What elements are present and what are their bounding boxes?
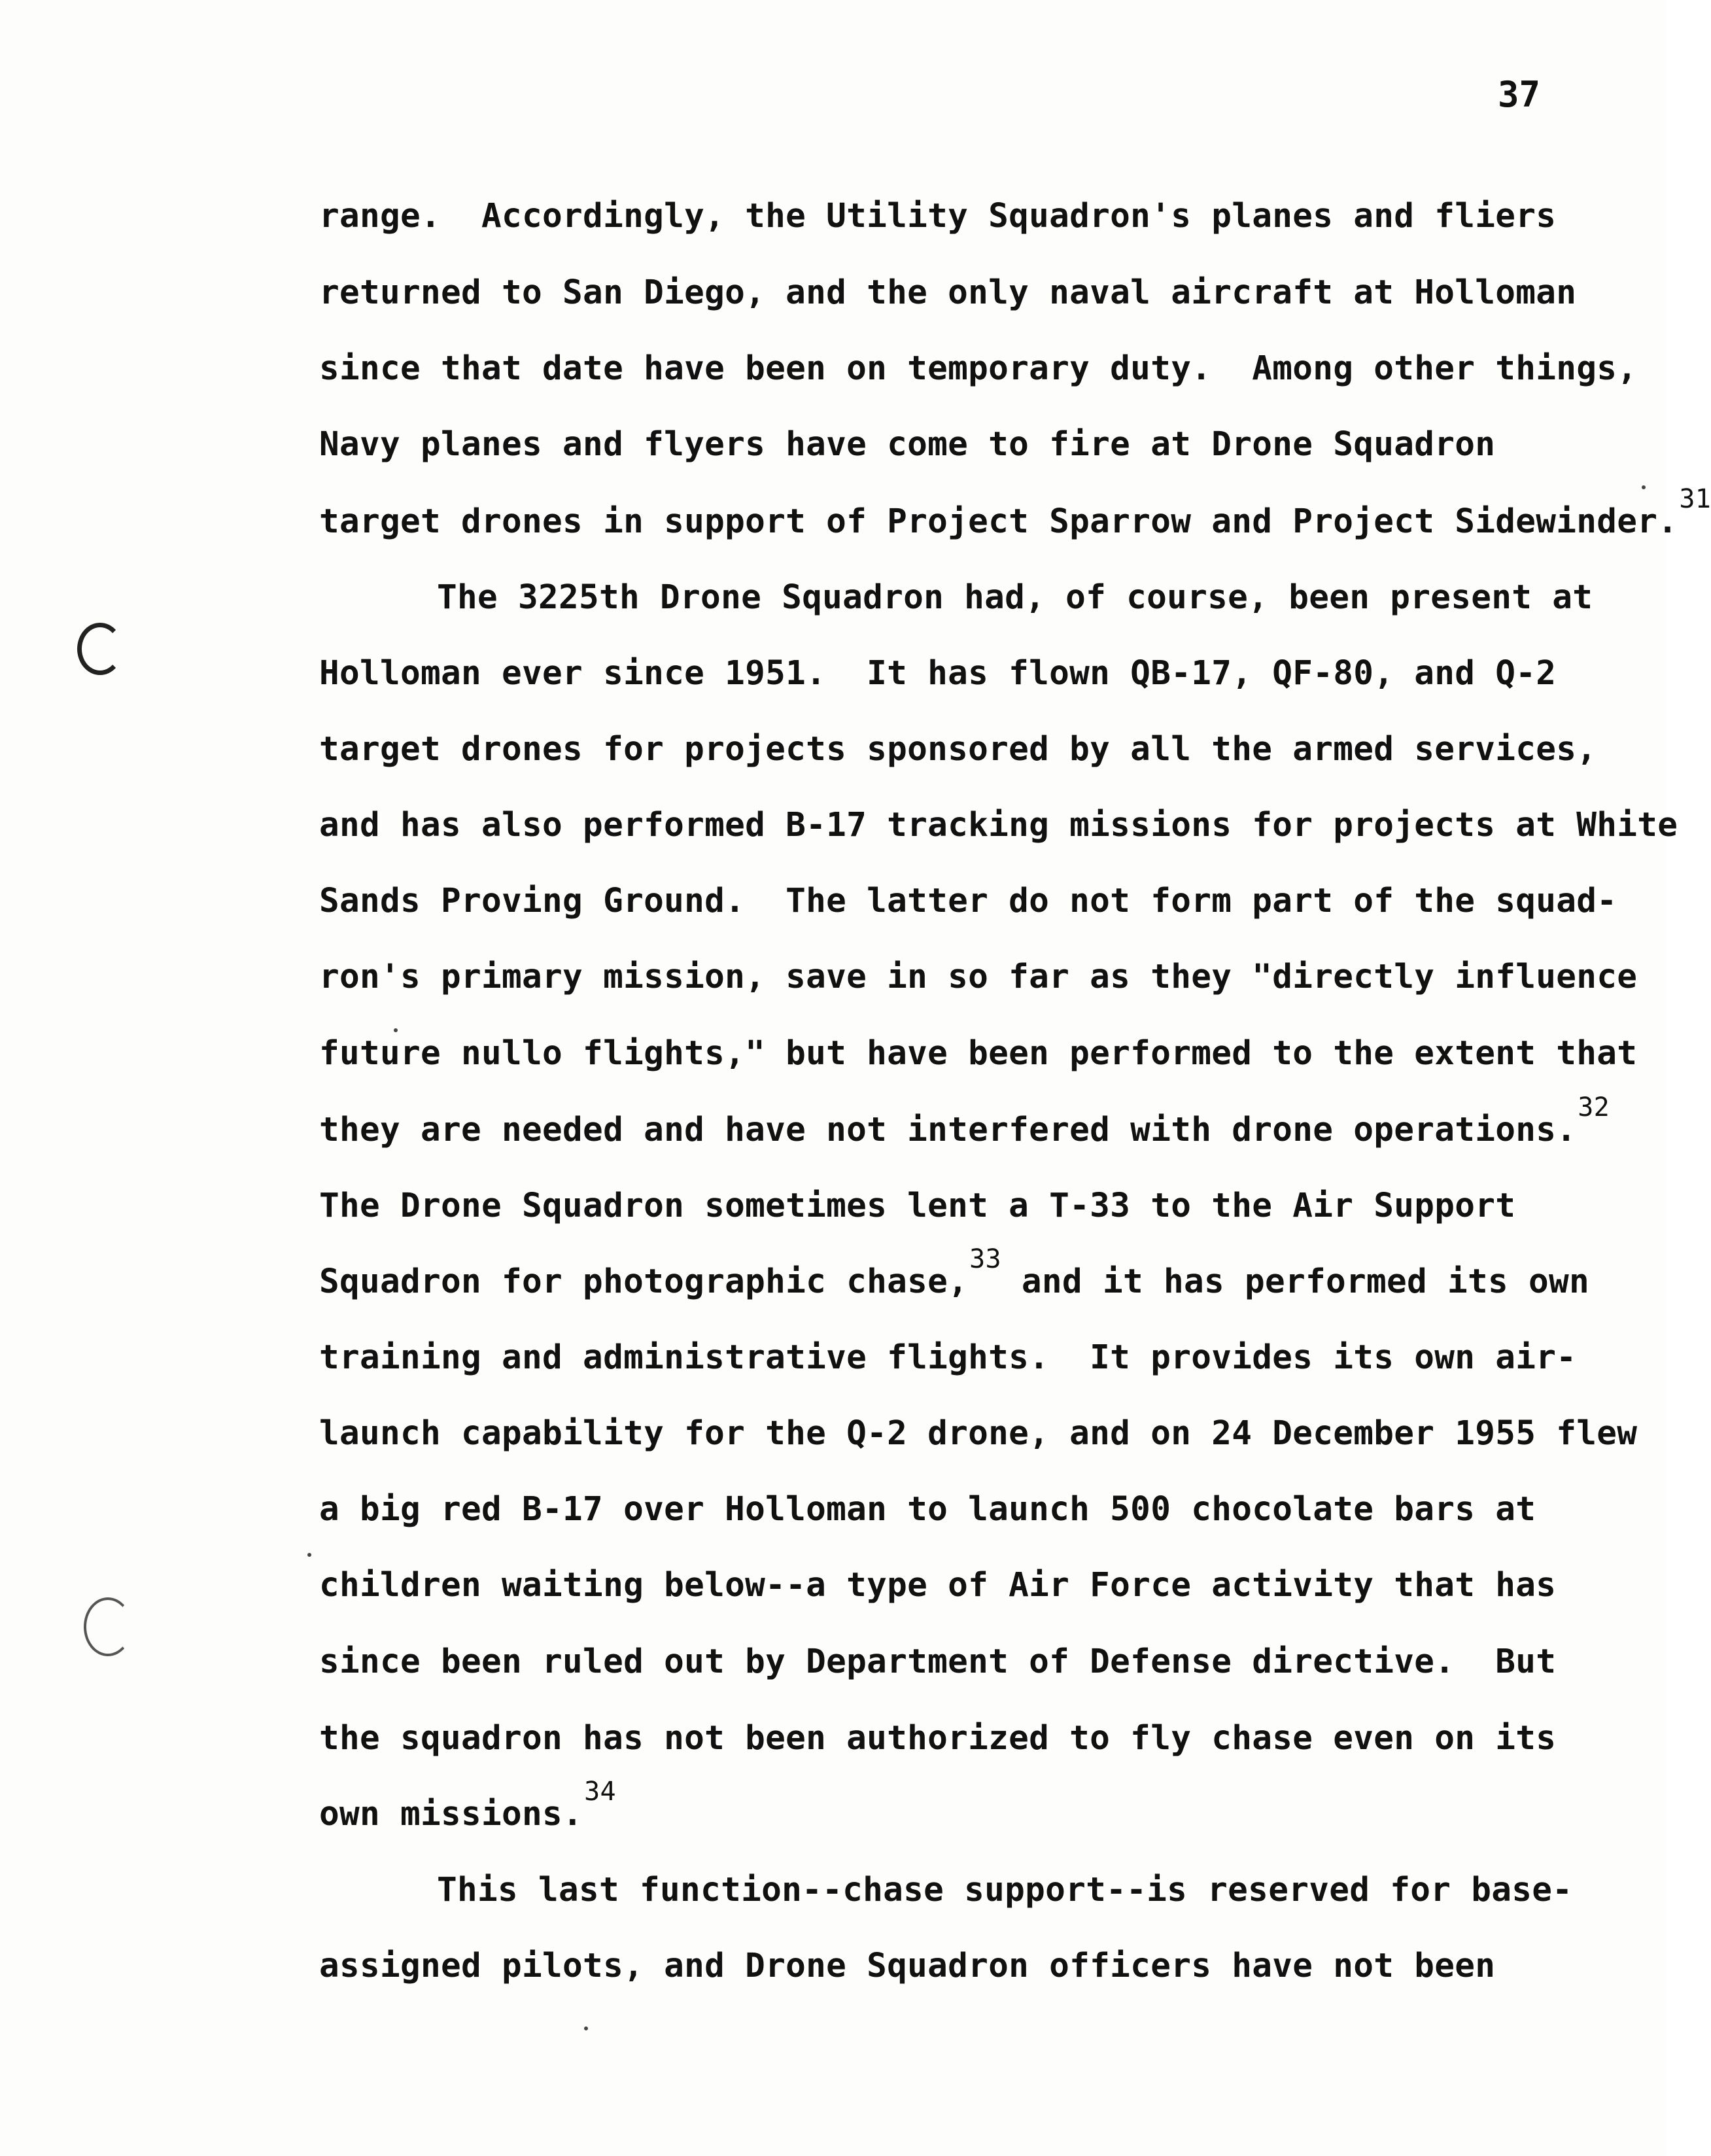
text-line: Navy planes and flyers have come to fire at Drone Squadron [319,425,1496,464]
footnote-ref: 33 [969,1244,1001,1274]
punch-hole-bottom [84,1597,132,1656]
footnote-ref: 32 [1578,1092,1610,1122]
text-line: the squadron has not been authorized to fly chase even on its [319,1719,1557,1758]
text-line: Squadron for photographic chase,$^{33}$ and it has performed its own [319,1244,1590,1301]
text-line: since that date have been on temporary duty. Among other things, [319,349,1638,388]
text-line: range. Accordingly, the Utility Squadron's planes and fliers [319,197,1557,235]
text-line: a big red B-17 over Holloman to launch 500 chocolate bars at [319,1490,1536,1529]
footnote-ref: 31 [1679,484,1711,514]
scan-speck [1642,485,1646,489]
text-line: The 3225th Drone Squadron had, of course, been present at [437,578,1593,617]
text-line: returned to San Diego, and the only naval aircraft at Holloman [319,273,1577,312]
scan-speck [394,1028,398,1032]
punch-hole-top [77,623,123,675]
text-line: future nullo flights," but have been performed to the extent that [319,1034,1638,1073]
scan-speck [307,1553,311,1557]
text-line: since been ruled out by Department of Defense directive. But [319,1643,1557,1681]
text-line: children waiting below--a type of Air Force activity that has [319,1566,1557,1605]
text-line: The Drone Squadron sometimes lent a T-33 to the Air Support [319,1187,1516,1225]
text-line: ron's primary mission, save in so far as they "directly influence [319,958,1638,996]
text-line: assigned pilots, and Drone Squadron officers have not been [319,1947,1496,1985]
text-line: target drones in support of Project Sparrow and Project Sidewinder.$^{31}$ [319,484,1711,541]
footnote-ref: 34 [584,1777,616,1807]
page-number: 37 [1498,74,1541,115]
text-line: This last function--chase support--is reserved for base- [437,1871,1573,1909]
scan-speck [584,2026,588,2030]
text-line: training and administrative flights. It provides its own air- [319,1338,1577,1377]
text-line: launch capability for the Q-2 drone, and on 24 December 1955 flew [319,1414,1638,1453]
text-line: and has also performed B-17 tracking missions for projects at White [319,806,1678,844]
text-line: own missions.$^{34}$ [319,1777,616,1834]
text-line: target drones for projects sponsored by all the armed services, [319,730,1597,769]
text-line: Holloman ever since 1951. It has flown QB-17, QF-80, and Q-2 [319,654,1557,693]
text-line: Sands Proving Ground. The latter do not form part of the squad- [319,882,1617,920]
text-line: they are needed and have not interfered with drone operations.$^{32}$ [319,1092,1610,1149]
